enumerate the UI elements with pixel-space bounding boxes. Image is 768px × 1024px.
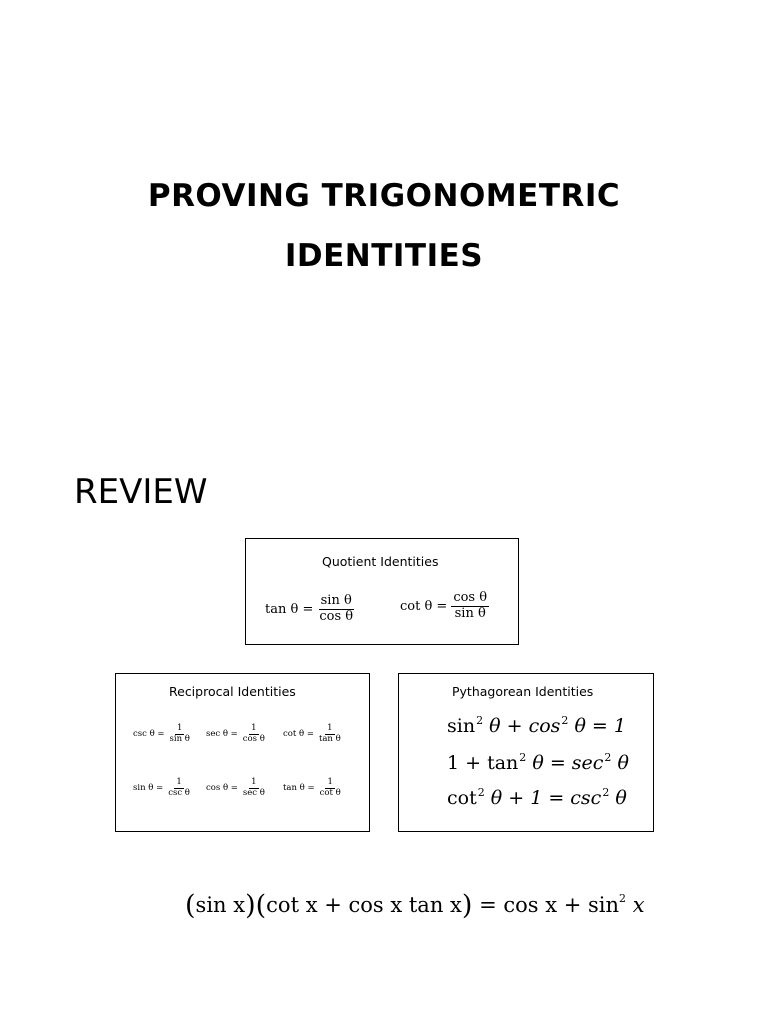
term: = cos x + sin	[479, 893, 620, 917]
identity-fraction	[168, 724, 192, 745]
reciprocal-cos-identity	[206, 778, 267, 799]
pythagorean-identities-box	[398, 673, 654, 832]
page-title-line-2: IDENTITIES	[284, 238, 484, 274]
identity-fraction	[166, 778, 192, 799]
identity-lhs: tan θ =	[283, 783, 315, 794]
identity-lhs: cot θ =	[400, 598, 448, 614]
fraction-denominator: cos θ	[242, 733, 265, 744]
exponent: 2	[476, 714, 484, 727]
review-heading: REVIEW	[74, 472, 208, 512]
reciprocal-cot-identity	[283, 724, 343, 745]
fraction-denominator: cot θ	[319, 787, 341, 798]
identity-fraction	[241, 778, 267, 799]
term: θ + 1 = csc	[490, 787, 602, 809]
identity-fraction	[451, 591, 489, 622]
identity-lhs: sin θ =	[133, 783, 164, 794]
reciprocal-tan-identity	[283, 778, 343, 799]
reciprocal-identities-box	[115, 673, 370, 832]
fraction-denominator: sin θ	[454, 605, 486, 621]
identity-fraction	[318, 778, 343, 799]
identity-lhs: csc θ =	[133, 729, 165, 740]
page-title-line-1: PROVING TRIGONOMETRIC	[147, 178, 621, 214]
term: θ = 1	[574, 715, 626, 737]
quotient-identities-box	[245, 538, 519, 645]
term: θ	[615, 787, 627, 809]
reciprocal-csc-identity	[133, 724, 192, 745]
exponent: 2	[604, 751, 612, 764]
exponent: 2	[602, 786, 610, 799]
quotient-identities-title: Quotient Identities	[322, 554, 439, 569]
open-paren: (	[185, 890, 196, 921]
quotient-tan-identity	[265, 594, 355, 625]
term: cot x + cos x tan x	[266, 893, 462, 917]
fraction-denominator: csc θ	[168, 787, 190, 798]
reciprocal-sec-identity	[206, 724, 267, 745]
pythagorean-identities-title: Pythagorean Identities	[452, 684, 594, 699]
exponent: 2	[477, 786, 485, 799]
term: x	[632, 893, 645, 917]
fraction-numerator: 1	[327, 777, 333, 787]
paren-join: )(	[245, 890, 267, 921]
identity-lhs: cos θ =	[206, 783, 238, 794]
identity-lhs: sec θ =	[206, 729, 238, 740]
term: θ + cos	[489, 715, 561, 737]
fraction-denominator: sec θ	[242, 787, 265, 798]
identity-fraction	[241, 724, 267, 745]
identity-to-prove	[185, 890, 645, 921]
pythagorean-identity-1	[447, 714, 626, 737]
fraction-numerator: 1	[251, 777, 257, 787]
fraction-numerator: 1	[176, 777, 182, 787]
pythagorean-identity-2	[447, 751, 629, 774]
fraction-numerator: sin θ	[320, 593, 352, 608]
exponent: 2	[561, 714, 569, 727]
quotient-cot-identity	[400, 591, 489, 622]
identity-fraction	[317, 594, 355, 625]
term: 1 + tan	[447, 752, 519, 774]
exponent: 2	[619, 892, 627, 905]
term: sin	[447, 715, 476, 737]
identity-fraction	[317, 724, 343, 745]
reciprocal-sin-identity	[133, 778, 192, 799]
fraction-denominator: tan θ	[318, 733, 341, 744]
identity-lhs: cot θ =	[283, 729, 314, 740]
fraction-denominator: sin θ	[169, 733, 190, 744]
fraction-denominator: cos θ	[319, 608, 354, 624]
identity-lhs: tan θ =	[265, 601, 314, 617]
exponent: 2	[519, 751, 527, 764]
fraction-numerator: cos θ	[453, 590, 488, 605]
fraction-numerator: 1	[177, 723, 183, 733]
reciprocal-identities-title: Reciprocal Identities	[169, 684, 296, 699]
term: θ	[617, 752, 629, 774]
fraction-numerator: 1	[327, 723, 333, 733]
close-paren: )	[461, 890, 473, 921]
pythagorean-identity-3	[447, 786, 627, 809]
term: sin x	[195, 893, 246, 917]
term: θ = sec	[532, 752, 604, 774]
fraction-numerator: 1	[251, 723, 257, 733]
term: cot	[447, 787, 477, 809]
